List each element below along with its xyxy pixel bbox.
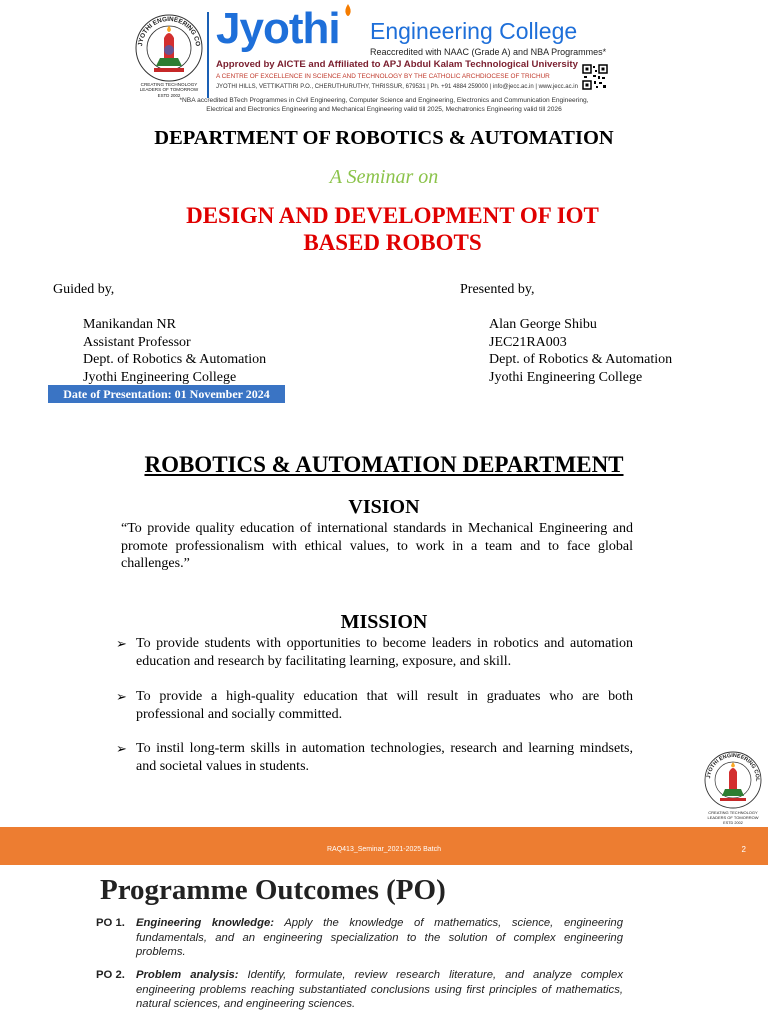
college-name-sub: Engineering College [370, 18, 578, 44]
presenter-name: Alan George Shibu [489, 317, 597, 332]
presented-by-label: Presented by, [460, 282, 535, 297]
mission-heading: MISSION [340, 611, 428, 633]
section-title: ROBOTICS & AUTOMATION DEPARTMENT [144, 452, 624, 477]
college-logo [134, 8, 204, 100]
presenter-dept: Dept. of Robotics & Automation [489, 352, 673, 367]
qr-code-icon [582, 64, 608, 90]
guide-college: Jyothi Engineering College [83, 369, 237, 385]
arrow-bullet-icon: ➢ [116, 689, 127, 704]
seminar-title [120, 202, 665, 256]
logo-estd: ESTD 2002 [157, 93, 181, 98]
nba-line-1: *NBA accredited BTech Programmes in Civil Engineering, Computer Science and Engineering, Electronics and Communication Engineering, [179, 97, 589, 104]
guided-by-label: Guided by, [53, 282, 115, 297]
mission-item [116, 635, 633, 671]
guide-dept: Dept. of Robotics & Automation [83, 352, 267, 367]
mission-item [116, 740, 633, 776]
seminar-label: A Seminar on [329, 166, 439, 188]
department-title: DEPARTMENT OF ROBOTICS & AUTOMATION [154, 127, 614, 149]
nba-note [120, 96, 648, 114]
footer-text: RAQ413_Seminar_2021-2025 Batch [326, 846, 442, 853]
po-heading: Problem analysis: [136, 969, 239, 981]
po-number: PO 2. [96, 969, 125, 981]
mission-item [116, 688, 633, 724]
seminar-title-line-2: BASED ROBOTS [303, 230, 482, 255]
po-item [96, 916, 623, 960]
po-body [136, 968, 623, 1012]
nba-line-2: Electrical and Electronics Engineering and Mechanical Engineering valid till 2025, Mechatronics Engineering valid till 2026 [206, 106, 562, 113]
po-item [96, 968, 623, 1012]
college-name-main: Jyothi [216, 4, 340, 53]
po-heading: Engineering knowledge: [136, 917, 275, 929]
reaccredited-text: Reaccredited with NAAC (Grade A) and NBA Programmes* [370, 47, 607, 57]
vision-heading: VISION [348, 496, 420, 518]
arrow-bullet-icon: ➢ [116, 741, 127, 756]
logo-small-ring-text: JYOTHI ENGINEERING COL [706, 752, 761, 782]
logo-tagline: CREATING TECHNOLOGY LEADERS OF TOMORROW [139, 82, 199, 93]
mission-item-text: To provide a high-quality education that will result in graduates who are both professional and socially committed. [136, 689, 633, 722]
logo-ring-text: JYOTHI ENGINEERING CO [137, 15, 202, 47]
guide-name: Manikandan NR [83, 317, 176, 332]
guide-details [83, 316, 266, 386]
flame-icon [343, 4, 353, 18]
presenter-roll: JEC21RA003 [489, 334, 567, 350]
header-divider [207, 12, 209, 98]
date-of-presentation: Date of Presentation: 01 November 2024 [48, 385, 285, 403]
slide-footer [0, 827, 768, 865]
guide-designation: Assistant Professor [83, 334, 191, 350]
logo-small-estd: ESTD 2002 [723, 821, 743, 825]
po-title: Programme Outcomes (PO) [100, 874, 446, 906]
page-number: 2 [741, 845, 746, 854]
po-body [136, 916, 623, 960]
vision-text: “To provide quality education of international standards in Mechanical Engineering and promote professionalism with ethical values, to work in a team and to face global challenges.” [121, 521, 633, 571]
po-text: Identify, formulate, review research literature, and analyze complex engineering problems reaching substantiated conclusions using first principles of mathematics, natural sciences, and engineering sciences. [136, 969, 623, 1010]
seminar-title-line-1: DESIGN AND DEVELOPMENT OF IOT [186, 203, 599, 228]
po-text: Apply the knowledge of mathematics, science, engineering fundamentals, and an engineering specialization to the solution of complex engineering problems. [136, 917, 623, 958]
presenter-college: Jyothi Engineering College [489, 369, 643, 385]
centre-text: A CENTRE OF EXCELLENCE IN SCIENCE AND TECHNOLOGY BY THE CATHOLIC ARCHDIOCESE OF TRICHUR [216, 73, 550, 80]
arrow-bullet-icon: ➢ [116, 636, 127, 651]
college-logo-small [703, 748, 763, 826]
logo-small-tagline: CREATING TECHNOLOGY LEADERS OF TOMORROW [707, 810, 759, 820]
address-text: JYOTHI HILLS, VETTIKATTIRI P.O., CHERUTHURUTHY, THRISSUR, 679531 | Ph. +91 4884 259000 | info@jecc.ac.in | www.jecc.ac.in [216, 84, 578, 90]
mission-item-text: To provide students with opportunities to become leaders in robotics and automation education and research by facilitating learning, exposure, and skill. [136, 636, 633, 669]
approved-text: Approved by AICTE and Affiliated to APJ Abdul Kalam Technological University [216, 59, 578, 70]
mission-item-text: To instil long-term skills in automation technologies, research and learning mindsets, and societal values in students. [136, 741, 633, 774]
presenter-details [489, 316, 672, 386]
po-number: PO 1. [96, 917, 125, 929]
